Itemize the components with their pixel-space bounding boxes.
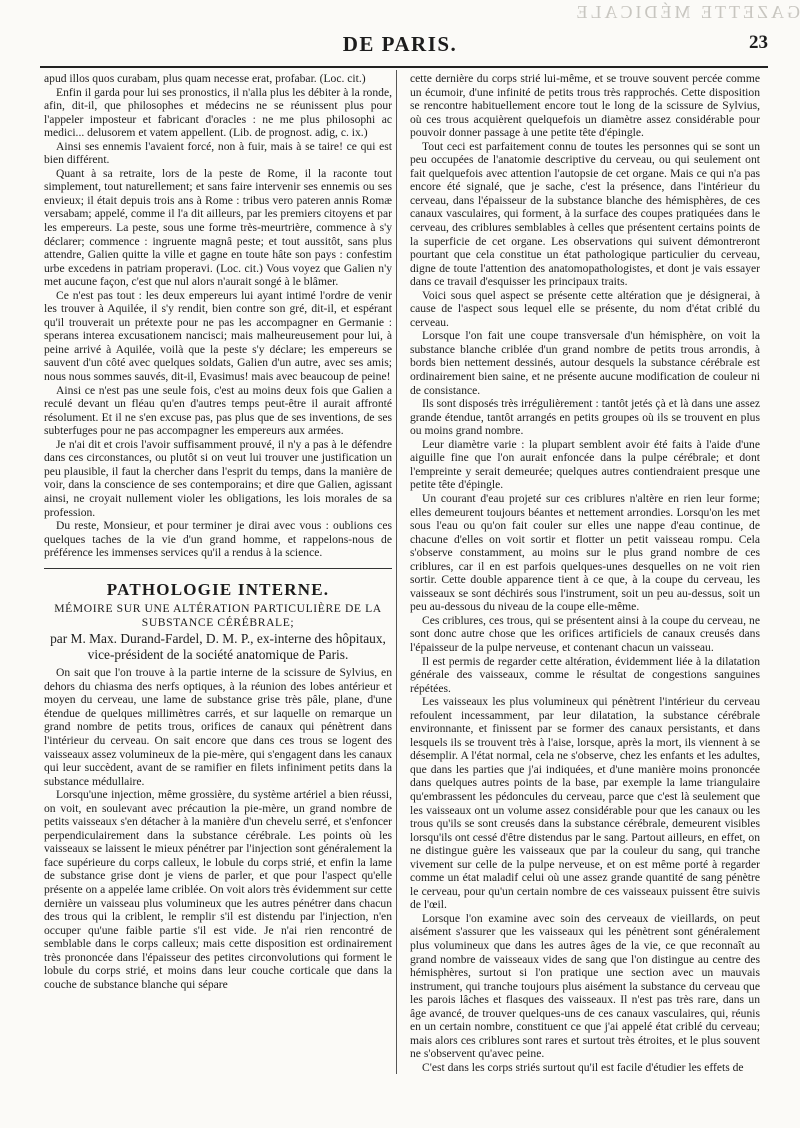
paragraph: Je n'ai dit et crois l'avoir suffisamment prouvé, il n'y a pas à le défendre dans ces circonstances, ou plutôt si on veut lui trouver une justification un peu plausible, il faut la chercher dans l'esprit du temps, dans la manière de voir, dans la conscience de ses contemporains; et dire que Galien, agissant ainsi, ne croyait nullement violer les obligations, les lois morales de sa profession. xyxy=(44,437,392,519)
paragraph: Lorsqu'une injection, même grossière, du système artériel a bien réussi, on voit, en soulevant avec précaution la pie-mère, un grand nombre de petits vaisseaux s'en détacher à la manière d'un chevelu serré, et s'enfoncer perpendiculairement dans la substance cérébrale. Les points où les vaisseaux se laissent le mieux pénétrer par l'injection sont généralement la face supérieure du corps calleux, le lobule du corps strié, et enfin la lame de substance grise dont je viens de parler, et que pour l'aspect qu'elle présente on a appelée lame criblée. On voit alors très évidemment sur cette dernière un vaisseau plus volumineux que les autres pénétrer dans chacun des trous qui la criblent, le remplir s'il est distendu par l'injection, n'en occuper qu'une faible partie s'il est vide. Je n'ai rien rencontré de semblable dans le corps calleux; mais cette disposition est ordinairement très prononcée dans l'épaisseur des petites circonvolutions qui forment le lobule du corps strié, et moins dans leur couche corticale que dans la couche de substance blanche qui sépare xyxy=(44,788,392,991)
header-rule xyxy=(40,66,768,68)
paragraph: Ainsi ses ennemis l'avaient forcé, non à fuir, mais à se taire! ce qui est bien différent. xyxy=(44,139,392,167)
page-header xyxy=(0,30,800,64)
paragraph: Ainsi ce n'est pas une seule fois, c'est au moins deux fois que Galien a reculé devant un fléau qu'en d'autres temps peut-être il aurait affronté résolument. Et il ne s'en excuse pas, pas plus que de ses inventions, de ses subterfuges pour ne pas accompagner les empereurs aux armées. xyxy=(44,383,392,438)
right-column xyxy=(410,72,760,1074)
paragraph: Quant à sa retraite, lors de la peste de Rome, il la raconte tout simplement, tout naturellement; et sans faire intervenir ses ennemis ou ses envieux; il était depuis trois ans à Rome : tribus vero pateren annis Romæ versabam; appelé, comme il l'a dit ailleurs, par les premiers citoyens et par les empereurs. La peste, sous une forme très-meurtrière, commence à s'y déclarer; commence : ingruente magnâ peste; et tout aussitôt, sans plus attendre, Galien quitte la ville et gagne en toute hâte son pays : confestim urbe excedens in patriam properavi. (Loc. cit.) Vous voyez que Galien n'y met aucune façon, c'est que nul alors n'aurait songé à le blâmer. xyxy=(44,166,392,289)
page-number: 23 xyxy=(749,32,768,53)
paragraph: apud illos quos curabam, plus quam necesse erat, profabar. (Loc. cit.) xyxy=(44,72,366,85)
paragraph: Lorsque l'on fait une coupe transversale d'un hémisphère, on voit la substance blanche criblée d'un grand nombre de petits trous arrondis, à bords bien nettement dessinés, autour desquels la substance cérébrale est ordinairement bien saine, et ne présente aucune modification de couleur ni de consistance. xyxy=(410,329,760,397)
memoir-author: par M. Max. Durand-Fardel, D. M. P., ex-interne des hôpitaux, vice-président de la société anatomique de Paris. xyxy=(50,631,386,662)
paragraph: Les vaisseaux les plus volumineux qui pénètrent l'intérieur du cerveau refoulent incessamment, par leur dilatation, la substance cérébrale environnante, et finissent par se former des canaux persistants, et dans lesquels ils se trouvent très à l'aise, lorsque, après la mort, ils viennent à se désemplir. A l'état normal, cela ne s'observe, chez les enfants et les adultes, que dans les parties que j'ai indiquées, et d'une manière moins prononcée dans quelques autres points de la base, par exemple la lame triangulaire qu'embrassent les pédoncules du cerveau, parce que c'est là seulement que les vaisseaux ont un volume assez considérable pour que les canaux ou les trous qu'ils se sont creusés dans la substance cérébrale, demeurent visibles lorsqu'ils ont cessé d'être distendus par le sang. Partout ailleurs, en effet, on ne distingue guère les vaisseaux que par la couleur du sang, qui tranche vivement sur celle de la pulpe nerveuse, et on est même porté à regarder comme un état maladif celui où une assez grande quantité de sang pénètre le cerveau, pour qu'un certain nombre de ces vaisseaux puissent être suivis de l'œil. xyxy=(410,695,760,912)
paragraph: Ce n'est pas tout : les deux empereurs lui ayant intimé l'ordre de venir les trouver à Aquilée, il s'y rendit, bien contre son gré, dit-il, et espérant qu'il trouverait un prétexte pour ne pas les accompagner en Germanie : sperans interea excusationem nancisci; mais malheureusement pour lui, à peine arrivé à Aquilée, voilà que la peste s'y déclare; les empereurs se sauvent d'un côté avec quelques soldats, Galien d'un autre, avec ses amis; nous nous sommes sauvés, dit-il, Evasimus! mais avec beaucoup de peine! xyxy=(44,288,392,384)
paragraph: Il est permis de regarder cette altération, évidemment liée à la dilatation générale des vaisseaux, comme le résultat de congestions sanguines répétées. xyxy=(410,654,760,695)
memoir-title: MÉMOIRE SUR UNE ALTÉRATION PARTICULIÈRE DE LA SUBSTANCE CÉRÉBRALE; xyxy=(54,602,382,630)
paragraph: Enfin il garda pour lui ses pronostics, il n'alla plus les débiter à la ronde, afin, dit-il, que philosophes et médecins ne se réunissent plus pour l'appeler imposteur et fabricant d'oracles : ne me plus philosophi ac medici... delusorem et vatem appellent. (Lib. de prognost. adig, c. ix.) xyxy=(44,85,392,140)
paragraph: Voici sous quel aspect se présente cette altération que je désignerai, à cause de l'aspect sous lequel elle se présente, du nom d'état criblé du cerveau. xyxy=(410,288,760,329)
paragraph: cette dernière du corps strié lui-même, et se trouve souvent percée comme un écumoir, d'une infinité de petits trous très rapprochés. Cette disposition se rencontre habituellement encore tout le long de la scissure de Sylvius, où ces trous acquièrent quelquefois un diamètre assez considérable pour pouvoir donner passage à une petite tête d'épingle. xyxy=(410,72,760,140)
paragraph: Un courant d'eau projeté sur ces criblures n'altère en rien leur forme; elles demeurent toujours béantes et nettement arrondies. Lorsqu'on les met sous l'eau ou qu'on fait couler sur elles une nappe d'eau continue, de chacune d'elles on voit sortir et flotter un petit vaisseau rompu. Cela s'observe constamment, au moins sur le plus grand nombre de ces criblures, car il en est parfois quelques-unes desquelles on ne voit rien sortir. Cette double apparence tient à ce que, à la coupe du cerveau, les vaisseaux se sont déchirés sous l'instrument, soit un peu au-dessus, soit un peu au-dessous du niveau de la coupe elle-même. xyxy=(410,491,760,614)
section-separator xyxy=(44,568,392,569)
paragraph: Tout ceci est parfaitement connu de toutes les personnes qui se sont un peu occupées de l'anatomie descriptive du cerveau, ou qui seulement ont fait quelquefois avec attention l'autopsie de cet organe. Mais ce qui n'a pas encore été signalé, que je sache, c'est la présence, dans l'intérieur du cerveau, dans l'épaisseur de la substance blanche des hémisphères, de ces canaux vasculaires, qui forment, à la surface des coupes pratiquées dans le cerveau, des criblures semblables à celles que présentent certains points de la superficie de cet organe. Les observations qui suivent démontreront pourtant que cela constitue un état pathologique particulier du cerveau, digne de toute l'attention des anatomopathologistes, et dont je vais essayer dans ce travail d'esquisser les principaux traits. xyxy=(410,139,760,289)
paragraph: Du reste, Monsieur, et pour terminer je dirai avec vous : oublions ces quelques taches de la vie d'un grand homme, et rappelons-nous de préférence les immenses services qu'il a rendus à la science. xyxy=(44,519,392,560)
paragraph: Leur diamètre varie : la plupart semblent avoir été faits à l'aide d'une aiguille fine que l'on aurait enfoncée dans la pulpe cérébrale; et dont l'empreinte y serait demeurée; quelques autres contiendraient presque une petite tête d'épingle. xyxy=(410,437,760,492)
section-title: PATHOLOGIE INTERNE. xyxy=(106,579,330,599)
left-column xyxy=(44,72,392,991)
bleed-through-text: GAZETTE MÉDICALE xyxy=(573,2,800,22)
paragraph: On sait que l'on trouve à la partie interne de la scissure de Sylvius, en dehors du chiasma des nerfs optiques, à la réunion des lobes antérieur et moyen du cerveau, une lame de substance grise très pâle, plane, d'une étendue de quelques millimètres carrés, et sur laquelle on remarque un grand nombre de petits trous, orifices de canaux qui pénètrent dans l'intérieur du cerveau. On sait encore que dans ces trous se logent des vaisseaux assez volumineux de la pie-mère, qui s'engagent dans les canaux qui leur succèdent, avant de se ramifier en filets infiniment petits dans la substance médullaire. xyxy=(44,666,392,788)
paragraph: Ces criblures, ces trous, qui se présentent ainsi à la coupe du cerveau, ne sont donc autre chose que les orifices artificiels de canaux creusés dans l'épaisseur de la pulpe nerveuse, et contenant chacun un vaisseau. xyxy=(410,613,760,654)
column-divider xyxy=(396,70,397,1074)
paragraph: Ils sont disposés très irrégulièrement : tantôt jetés çà et là dans une assez grande étendue, tantôt arrangés en petits groupes où ils se trouvent en plus ou moins grand nombre. xyxy=(410,397,760,438)
running-head: DE PARIS. xyxy=(342,32,458,56)
paragraph: Lorsque l'on examine avec soin des cerveaux de vieillards, on peut aisément s'assurer que les vaisseaux qui les pénètrent sont généralement plus volumineux que dans les autres âges de la vie, ce que reconnaît au grand nombre de vaisseaux vides de sang que l'on distingue au centre des hémisphères, surtout si l'on pratique une section avec un mauvais instrument, qui tranche toujours plus aisément la substance du cerveau que les parois lâches et flasques des vaisseaux. Il n'est pas très rare, dans un âge avancé, de trouver quelques-uns de ces canaux vasculaires, qui, réunis en un certain nombre, constituent ce que j'ai appelé état criblé du cerveau; mais alors ces criblures sont rares et surtout très étroites, et le plus souvent ne s'observent qu'avec peine. xyxy=(410,911,760,1061)
paragraph: C'est dans les corps striés surtout qu'il est facile d'étudier les effets de xyxy=(422,1060,744,1074)
